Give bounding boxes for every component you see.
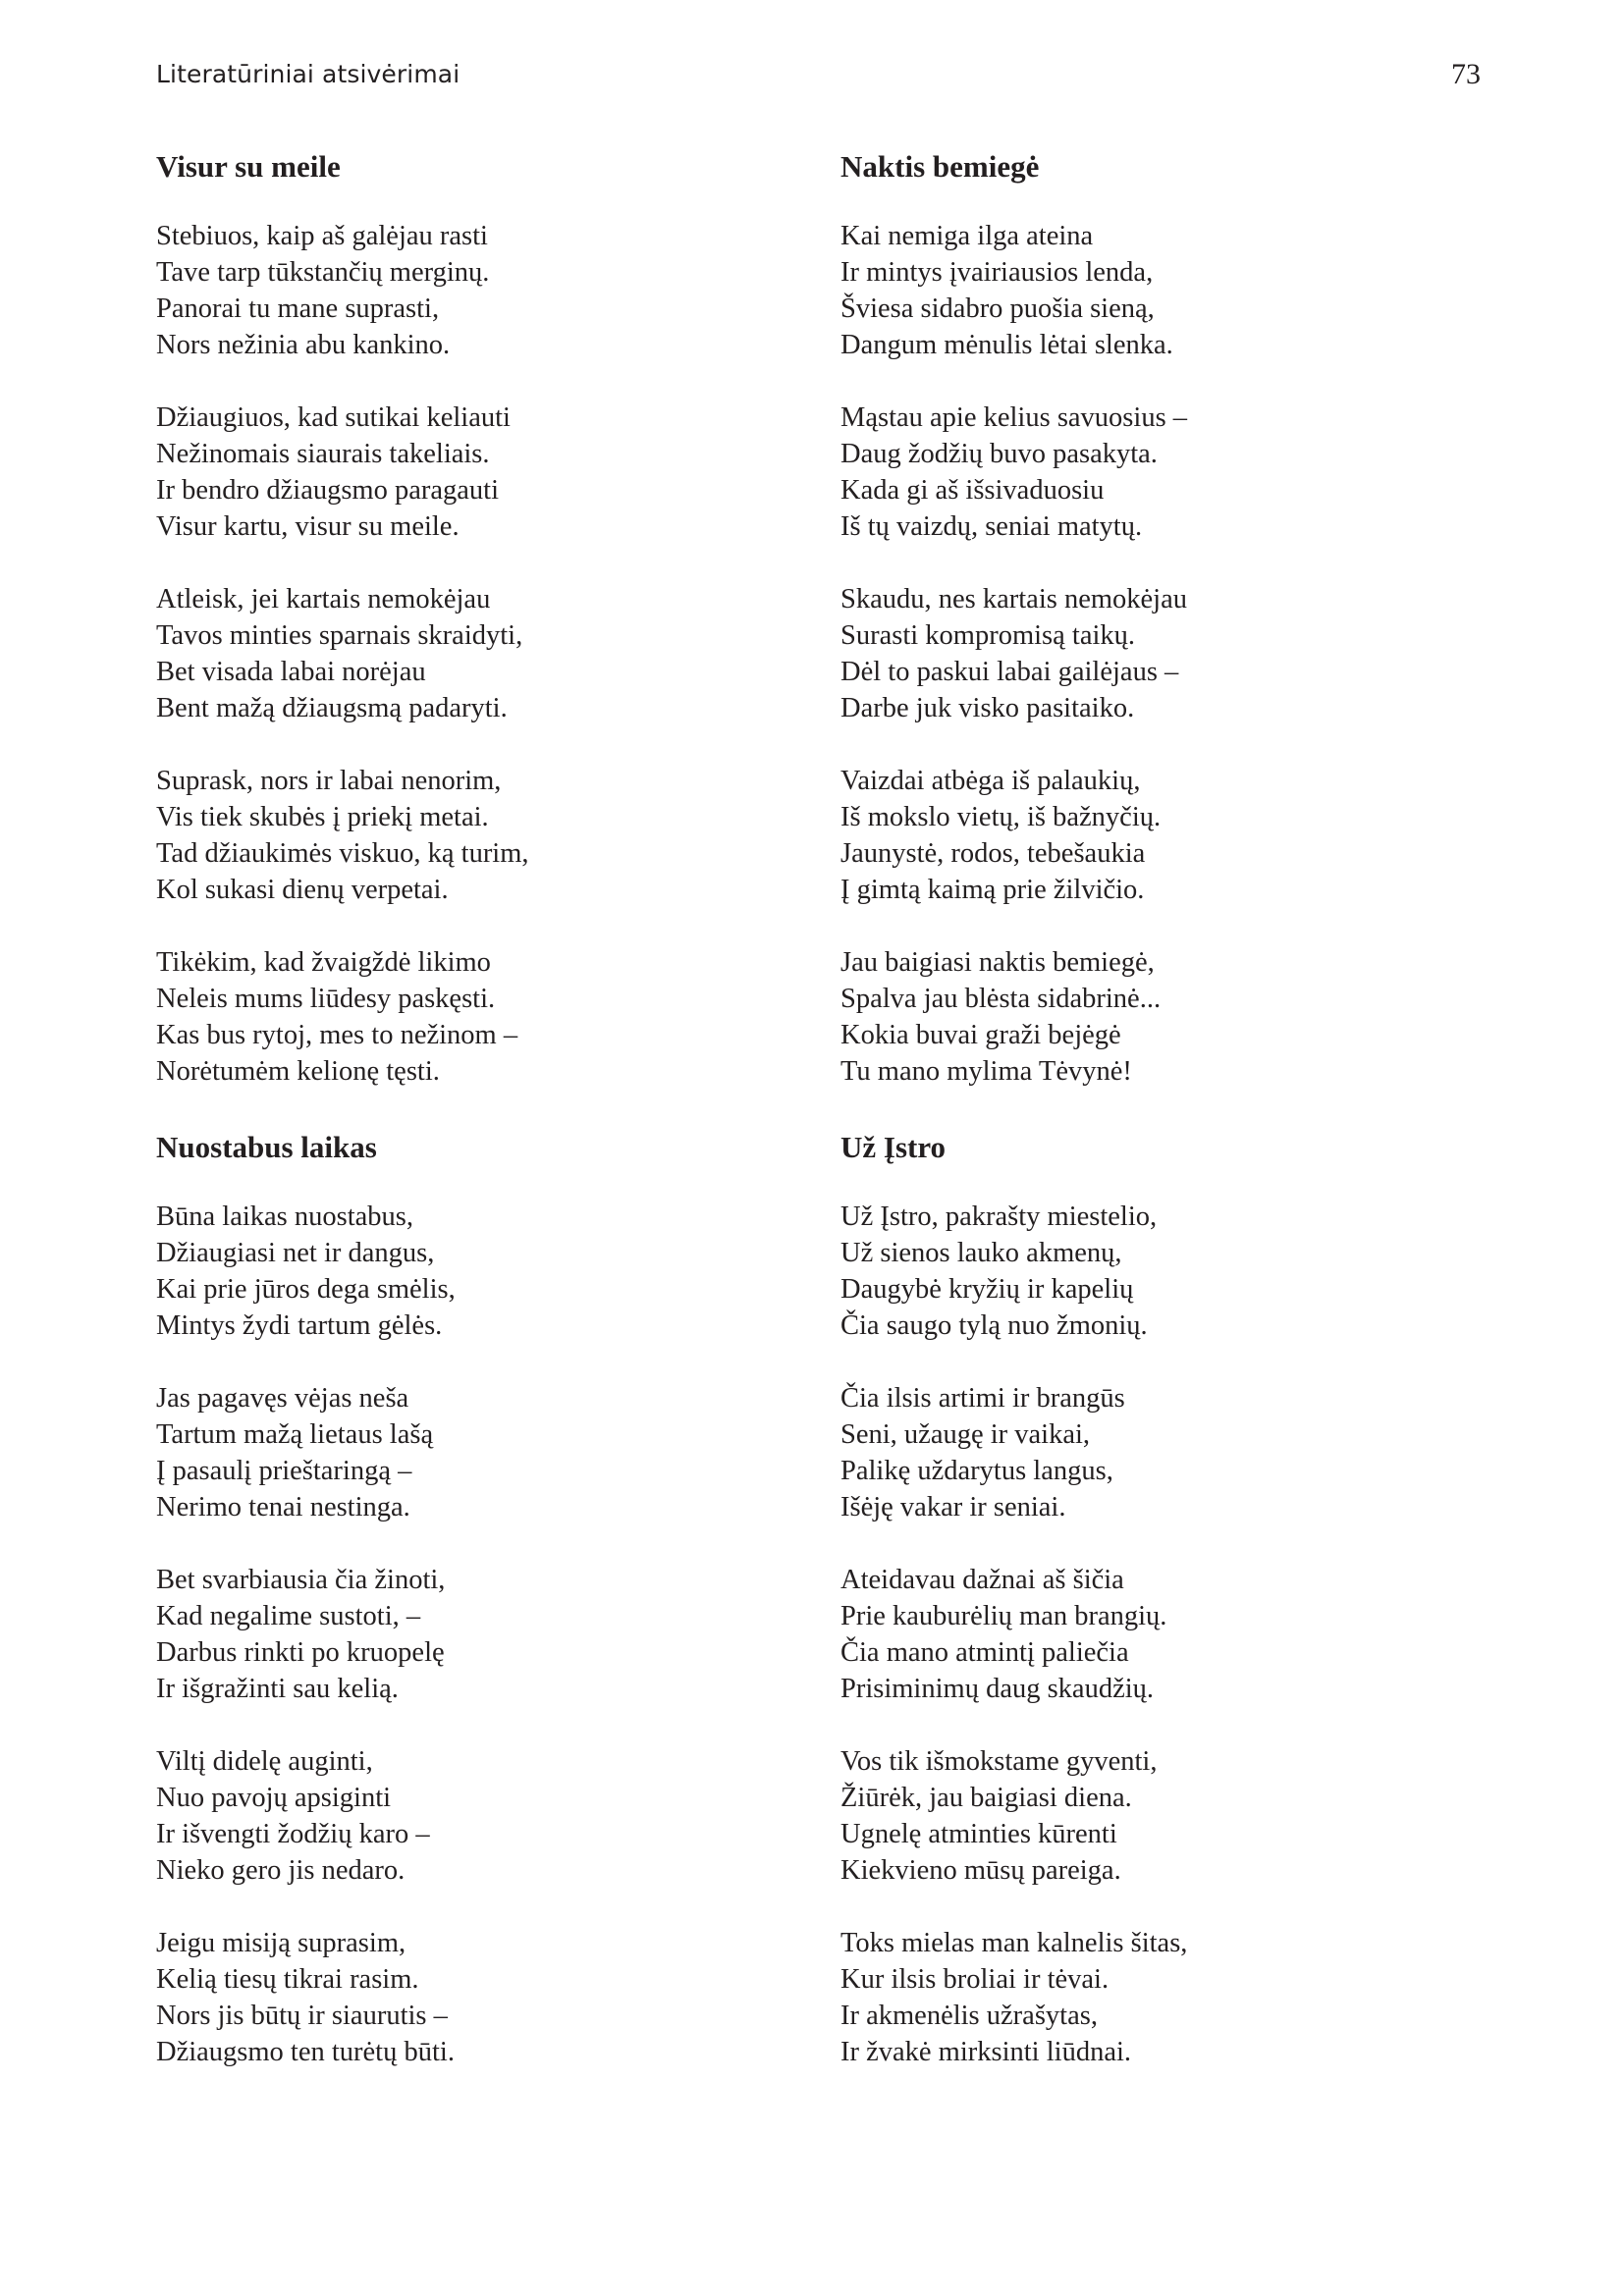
stanza	[840, 1743, 1449, 1889]
stanza	[156, 581, 765, 726]
right-column	[840, 145, 1449, 2107]
stanza	[840, 218, 1449, 363]
poem-line: Tu mano mylima Tėvynė!	[840, 1056, 1132, 1087]
poem-line: Kokia buvai graži bejėgė	[840, 1020, 1121, 1050]
poem-line: Jeigu misiją suprasim,	[156, 1928, 406, 1958]
poem-line: Kai nemiga ilga ateina	[840, 221, 1094, 251]
poem-line: Stebiuos, kaip aš galėjau rasti	[156, 221, 488, 251]
poem-line: Nerimo tenai nestinga.	[156, 1492, 410, 1522]
poem-line: Palikę uždarytus langus,	[840, 1456, 1113, 1486]
poem-line: Čia ilsis artimi ir brangūs	[840, 1383, 1125, 1414]
poem-line: Prie kauburėlių man brangių.	[840, 1601, 1167, 1631]
page-header	[156, 55, 1481, 94]
poem-line: Prisiminimų daug skaudžių.	[840, 1674, 1155, 1704]
poem-line: Būna laikas nuostabus,	[156, 1201, 414, 1232]
poem-title: Nuostabus laikas	[156, 1130, 377, 1164]
poem-line: Nieko gero jis nedaro.	[156, 1855, 406, 1886]
stanza	[156, 763, 765, 908]
poem-line: Dėl to paskui labai gailėjaus –	[840, 657, 1179, 687]
poem-line: Kol sukasi dienų verpetai.	[156, 875, 449, 905]
poem-line: Ir išvengti žodžių karo –	[156, 1819, 430, 1849]
poem-title: Už Įstro	[840, 1130, 947, 1164]
poem-line: Ir išgražinti sau kelią.	[156, 1674, 399, 1704]
poem-line: Nuo pavojų apsiginti	[156, 1783, 392, 1813]
poem-line: Bet visada labai norėjau	[156, 657, 426, 687]
poem-line: Kelią tiesų tikrai rasim.	[156, 1964, 419, 1995]
poem-line: Nors jis būtų ir siaurutis –	[156, 2001, 448, 2031]
poem-line: Dangum mėnulis lėtai slenka.	[840, 330, 1173, 360]
poem-line: Džiaugsmo ten turėtų būti.	[156, 2037, 455, 2067]
stanza	[840, 763, 1449, 908]
poem-title: Naktis bemiegė	[840, 149, 1040, 184]
poem-line: Kai prie jūros dega smėlis,	[156, 1274, 456, 1305]
poem-line: Už sienos lauko akmenų,	[840, 1238, 1122, 1268]
poem-line: Suprask, nors ir labai nenorim,	[156, 766, 502, 796]
poem-line: Bet svarbiausia čia žinoti,	[156, 1565, 446, 1595]
poem-line: Daug žodžių buvo pasakyta.	[840, 439, 1158, 469]
stanza	[840, 1562, 1449, 1707]
poem-line: Ir žvakė mirksinti liūdnai.	[840, 2037, 1132, 2067]
poem-line: Čia saugo tylą nuo žmonių.	[840, 1310, 1148, 1341]
poem-line: Ugnelę atminties kūrenti	[840, 1819, 1117, 1849]
poem-line: Surasti kompromisą taikų.	[840, 620, 1136, 651]
poem-line: Jas pagavęs vėjas neša	[156, 1383, 409, 1414]
poem	[156, 145, 765, 1090]
running-title: Literatūriniai atsivėrimai	[156, 60, 460, 88]
poem-line: Iš tų vaizdų, seniai matytų.	[840, 511, 1143, 542]
stanza	[156, 1743, 765, 1889]
stanza	[156, 218, 765, 363]
poem-line: Daugybė kryžių ir kapelių	[840, 1274, 1134, 1305]
stanza	[156, 1380, 765, 1525]
poem-line: Norėtumėm kelionę tęsti.	[156, 1056, 440, 1087]
poem-line: Vos tik išmokstame gyventi,	[840, 1746, 1158, 1777]
poem-line: Tikėkim, kad žvaigždė likimo	[156, 947, 491, 978]
poem-line: Tad džiaukimės viskuo, ką turim,	[156, 838, 529, 869]
poem	[840, 145, 1449, 1090]
poem-line: Visur kartu, visur su meile.	[156, 511, 460, 542]
poem-line: Į gimtą kaimą prie žilvičio.	[840, 875, 1145, 905]
poem-line: Žiūrėk, jau baigiasi diena.	[840, 1783, 1132, 1813]
poem-line: Išėję vakar ir seniai.	[840, 1492, 1066, 1522]
stanza	[840, 1925, 1449, 2070]
poem-line: Šviesa sidabro puošia sieną,	[840, 294, 1155, 324]
poem-line: Ir mintys įvairiausios lenda,	[840, 257, 1154, 288]
poem-line: Atleisk, jei kartais nemokėjau	[156, 584, 491, 614]
poem-line: Mąstau apie kelius savuosius –	[840, 402, 1188, 433]
poem-line: Neleis mums liūdesy paskęsti.	[156, 984, 496, 1014]
stanza	[156, 1199, 765, 1344]
poem-line: Spalva jau blėsta sidabrinė...	[840, 984, 1162, 1014]
poem-line: Ir bendro džiaugsmo paragauti	[156, 475, 499, 506]
left-column	[156, 145, 765, 2107]
poem-line: Tartum mažą lietaus lašą	[156, 1419, 434, 1450]
poem-line: Iš mokslo vietų, iš bažnyčių.	[840, 802, 1162, 832]
poem-line: Darbe juk visko pasitaiko.	[840, 693, 1135, 723]
poem-line: Bent mažą džiaugsmą padaryti.	[156, 693, 508, 723]
poem-line: Vis tiek skubės į priekį metai.	[156, 802, 489, 832]
poem-line: Kad negalime sustoti, –	[156, 1601, 421, 1631]
poem-title: Visur su meile	[156, 149, 341, 184]
poem-line: Jau baigiasi naktis bemiegė,	[840, 947, 1155, 978]
poem-line: Mintys žydi tartum gėlės.	[156, 1310, 443, 1341]
poem-line: Seni, užaugę ir vaikai,	[840, 1419, 1091, 1450]
poem-line: Nežinomais siaurais takeliais.	[156, 439, 490, 469]
stanza	[840, 400, 1449, 545]
stanza	[156, 400, 765, 545]
poem-line: Kas bus rytoj, mes to nežinom –	[156, 1020, 518, 1050]
poem-line: Tavos minties sparnais skraidyti,	[156, 620, 523, 651]
stanza	[840, 1380, 1449, 1525]
page-number: 73	[1451, 58, 1481, 90]
poem-line: Kur ilsis broliai ir tėvai.	[840, 1964, 1110, 1995]
poem	[840, 1126, 1449, 2070]
poem-line: Ir akmenėlis užrašytas,	[840, 2001, 1098, 2031]
stanza	[156, 1562, 765, 1707]
stanza	[840, 581, 1449, 726]
poem-line: Jaunystė, rodos, tebešaukia	[840, 838, 1146, 869]
poem	[156, 1126, 765, 2070]
poem-line: Už Įstro, pakrašty miestelio,	[840, 1201, 1158, 1232]
poem-line: Toks mielas man kalnelis šitas,	[840, 1928, 1188, 1958]
stanza	[156, 944, 765, 1090]
poem-line: Ateidavau dažnai aš šičia	[840, 1565, 1124, 1595]
poem-line: Vaizdai atbėga iš palaukių,	[840, 766, 1141, 796]
poem-line: Čia mano atmintį paliečia	[840, 1637, 1129, 1668]
poem-line: Džiaugiasi net ir dangus,	[156, 1238, 435, 1268]
poem-line: Skaudu, nes kartais nemokėjau	[840, 584, 1187, 614]
poem-line: Panorai tu mane suprasti,	[156, 294, 440, 324]
poem-line: Nors nežinia abu kankino.	[156, 330, 451, 360]
stanza	[840, 1199, 1449, 1344]
poem-line: Į pasaulį prieštaringą –	[156, 1456, 412, 1486]
stanza	[156, 1925, 765, 2070]
poem-line: Tave tarp tūkstančių merginų.	[156, 257, 490, 288]
stanza	[840, 944, 1449, 1090]
poem-line: Džiaugiuos, kad sutikai keliauti	[156, 402, 511, 433]
poem-line: Kiekvieno mūsų pareiga.	[840, 1855, 1121, 1886]
poem-line: Kada gi aš išsivaduosiu	[840, 475, 1105, 506]
poem-line: Darbus rinkti po kruopelę	[156, 1637, 445, 1668]
poem-line: Viltį didelę auginti,	[156, 1746, 373, 1777]
